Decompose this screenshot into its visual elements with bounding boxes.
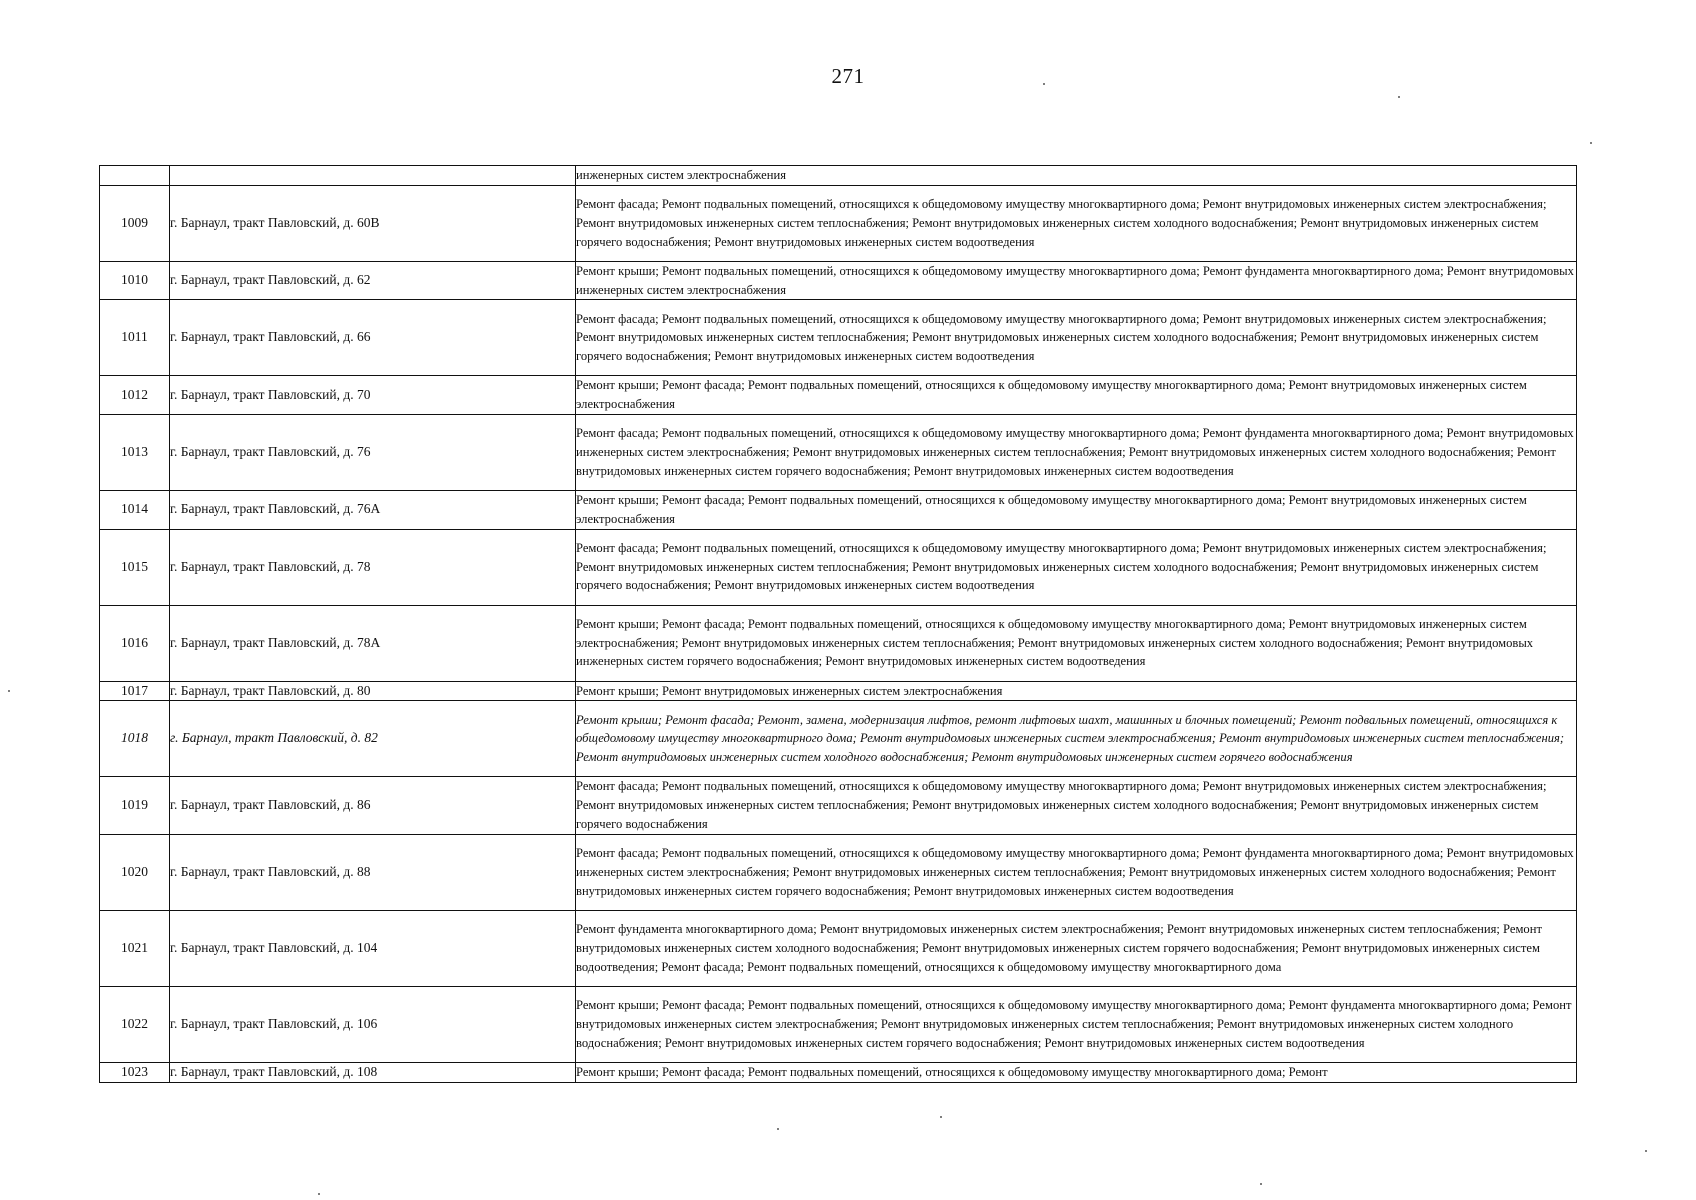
row-works: Ремонт фасада; Ремонт подвальных помещений, относящихся к общедомовому имуществу многоквартирного дома; Ремонт фундамента многоквартирного дома; Ремонт внутридомовых инженерных систем электроснабжения; Ремонт внутридомовых инженерных систем теплоснабжения; Ремонт внутридомовых инженерных систем холодного водоснабжения; Ремонт внутридомовых инженерных систем горячего водоснабжения; Ремонт внутридомовых инженерных систем водоотведения (576, 414, 1577, 490)
row-address: г. Барнаул, тракт Павловский, д. 108 (170, 1062, 576, 1082)
row-number: 1023 (100, 1062, 170, 1082)
scan-speck (940, 1116, 942, 1118)
scan-speck (8, 690, 10, 692)
row-address: г. Барнаул, тракт Павловский, д. 76 (170, 414, 576, 490)
table-row (100, 261, 1577, 300)
scan-speck (1398, 96, 1400, 98)
row-number: 1022 (100, 986, 170, 1062)
row-works: Ремонт фасада; Ремонт подвальных помещений, относящихся к общедомовому имуществу многоквартирного дома; Ремонт фундамента многоквартирного дома; Ремонт внутридомовых инженерных систем электроснабжения; Ремонт внутридомовых инженерных систем теплоснабжения; Ремонт внутридомовых инженерных систем холодного водоснабжения; Ремонт внутридомовых инженерных систем горячего водоснабжения; Ремонт внутридомовых инженерных систем водоотведения (576, 834, 1577, 910)
table-row (100, 376, 1577, 415)
row-address: г. Барнаул, тракт Павловский, д. 104 (170, 910, 576, 986)
row-works: Ремонт крыши; Ремонт фасада; Ремонт, замена, модернизация лифтов, ремонт лифтовых шахт, машинных и блочных помещений; Ремонт подвальных помещений, относящихся к общедомовому имуществу многоквартирного дома; Ремонт внутридомовых инженерных систем электроснабжения; Ремонт внутридомовых инженерных систем теплоснабжения; Ремонт внутридомовых инженерных систем холодного водоснабжения; Ремонт внутридомовых инженерных систем горячего водоснабжения (576, 701, 1577, 777)
row-works: Ремонт крыши; Ремонт подвальных помещений, относящихся к общедомовому имуществу многоквартирного дома; Ремонт фундамента многоквартирного дома; Ремонт внутридомовых инженерных систем электроснабжения (576, 261, 1577, 300)
row-number: 1015 (100, 529, 170, 605)
table-row (100, 986, 1577, 1062)
row-works: Ремонт фундамента многоквартирного дома; Ремонт внутридомовых инженерных систем электроснабжения; Ремонт внутридомовых инженерных систем теплоснабжения; Ремонт внутридомовых инженерных систем холодного водоснабжения; Ремонт внутридомовых инженерных систем горячего водоснабжения; Ремонт внутридомовых инженерных систем водоотведения; Ремонт фасада; Ремонт подвальных помещений, относящихся к общедомовому имуществу многоквартирного дома (576, 910, 1577, 986)
scan-speck (777, 1128, 779, 1130)
table-row (100, 185, 1577, 261)
row-number: 1016 (100, 605, 170, 681)
table-row (100, 834, 1577, 910)
row-number: 1014 (100, 490, 170, 529)
table-row (100, 300, 1577, 376)
table-row (100, 605, 1577, 681)
row-address: г. Барнаул, тракт Павловский, д. 62 (170, 261, 576, 300)
table-row (100, 529, 1577, 605)
row-works: Ремонт фасада; Ремонт подвальных помещений, относящихся к общедомовому имуществу многоквартирного дома; Ремонт внутридомовых инженерных систем электроснабжения; Ремонт внутридомовых инженерных систем теплоснабжения; Ремонт внутридомовых инженерных систем холодного водоснабжения; Ремонт внутридомовых инженерных систем горячего водоснабжения; Ремонт внутридомовых инженерных систем водоотведения (576, 300, 1577, 376)
row-address: г. Барнаул, тракт Павловский, д. 66 (170, 300, 576, 376)
row-address: г. Барнаул, тракт Павловский, д. 88 (170, 834, 576, 910)
scan-speck (1590, 142, 1592, 144)
scan-speck (1043, 83, 1045, 85)
row-works: Ремонт фасада; Ремонт подвальных помещений, относящихся к общедомовому имуществу многоквартирного дома; Ремонт внутридомовых инженерных систем электроснабжения; Ремонт внутридомовых инженерных систем теплоснабжения; Ремонт внутридомовых инженерных систем холодного водоснабжения; Ремонт внутридомовых инженерных систем горячего водоснабжения; Ремонт внутридомовых инженерных систем водоотведения (576, 185, 1577, 261)
row-works: Ремонт крыши; Ремонт фасада; Ремонт подвальных помещений, относящихся к общедомовому имуществу многоквартирного дома; Ремонт внутридомовых инженерных систем электроснабжения (576, 490, 1577, 529)
row-works: инженерных систем электроснабжения (576, 166, 1577, 186)
scan-speck (1260, 1183, 1262, 1185)
table-row (100, 910, 1577, 986)
row-number: 1017 (100, 681, 170, 701)
row-number: 1021 (100, 910, 170, 986)
row-number: 1010 (100, 261, 170, 300)
page-number: 271 (831, 64, 865, 88)
row-number: 1009 (100, 185, 170, 261)
row-works: Ремонт крыши; Ремонт фасада; Ремонт подвальных помещений, относящихся к общедомовому имуществу многоквартирного дома; Ремонт (576, 1062, 1577, 1082)
row-works: Ремонт фасада; Ремонт подвальных помещений, относящихся к общедомовому имуществу многоквартирного дома; Ремонт внутридомовых инженерных систем электроснабжения; Ремонт внутридомовых инженерных систем теплоснабжения; Ремонт внутридомовых инженерных систем холодного водоснабжения; Ремонт внутридомовых инженерных систем горячего водоснабжения; Ремонт внутридомовых инженерных систем водоотведения (576, 529, 1577, 605)
table-row (100, 166, 1577, 186)
row-address (170, 166, 576, 186)
scan-speck (1645, 1150, 1647, 1152)
row-works: Ремонт крыши; Ремонт фасада; Ремонт подвальных помещений, относящихся к общедомовому имуществу многоквартирного дома; Ремонт внутридомовых инженерных систем электроснабжения; Ремонт внутридомовых инженерных систем теплоснабжения; Ремонт внутридомовых инженерных систем холодного водоснабжения; Ремонт внутридомовых инженерных систем горячего водоснабжения; Ремонт внутридомовых инженерных систем водоотведения (576, 605, 1577, 681)
row-number: 1011 (100, 300, 170, 376)
row-number: 1013 (100, 414, 170, 490)
works-table (99, 165, 1577, 1083)
row-works: Ремонт фасада; Ремонт подвальных помещений, относящихся к общедомовому имуществу многоквартирного дома; Ремонт внутридомовых инженерных систем электроснабжения; Ремонт внутридомовых инженерных систем теплоснабжения; Ремонт внутридомовых инженерных систем холодного водоснабжения; Ремонт внутридомовых инженерных систем горячего водоснабжения (576, 777, 1577, 834)
row-address: г. Барнаул, тракт Павловский, д. 80 (170, 681, 576, 701)
table-row (100, 701, 1577, 777)
row-number: 1019 (100, 777, 170, 834)
row-number: 1012 (100, 376, 170, 415)
table-row (100, 681, 1577, 701)
row-address: г. Барнаул, тракт Павловский, д. 70 (170, 376, 576, 415)
row-address: г. Барнаул, тракт Павловский, д. 78 (170, 529, 576, 605)
table-row (100, 1062, 1577, 1082)
row-address: г. Барнаул, тракт Павловский, д. 82 (170, 701, 576, 777)
row-number: 1020 (100, 834, 170, 910)
row-address: г. Барнаул, тракт Павловский, д. 86 (170, 777, 576, 834)
row-number: 1018 (100, 701, 170, 777)
table-row (100, 777, 1577, 834)
table-row (100, 414, 1577, 490)
row-address: г. Барнаул, тракт Павловский, д. 78А (170, 605, 576, 681)
table-row (100, 490, 1577, 529)
row-number (100, 166, 170, 186)
works-table-body (100, 166, 1577, 1083)
row-works: Ремонт крыши; Ремонт фасада; Ремонт подвальных помещений, относящихся к общедомовому имуществу многоквартирного дома; Ремонт внутридомовых инженерных систем электроснабжения (576, 376, 1577, 415)
scan-speck (318, 1193, 320, 1195)
row-address: г. Барнаул, тракт Павловский, д. 76А (170, 490, 576, 529)
row-address: г. Барнаул, тракт Павловский, д. 60В (170, 185, 576, 261)
row-works: Ремонт крыши; Ремонт фасада; Ремонт подвальных помещений, относящихся к общедомовому имуществу многоквартирного дома; Ремонт фундамента многоквартирного дома; Ремонт внутридомовых инженерных систем электроснабжения; Ремонт внутридомовых инженерных систем теплоснабжения; Ремонт внутридомовых инженерных систем холодного водоснабжения; Ремонт внутридомовых инженерных систем горячего водоснабжения; Ремонт внутридомовых инженерных систем водоотведения (576, 986, 1577, 1062)
row-works: Ремонт крыши; Ремонт внутридомовых инженерных систем электроснабжения (576, 681, 1577, 701)
row-address: г. Барнаул, тракт Павловский, д. 106 (170, 986, 576, 1062)
